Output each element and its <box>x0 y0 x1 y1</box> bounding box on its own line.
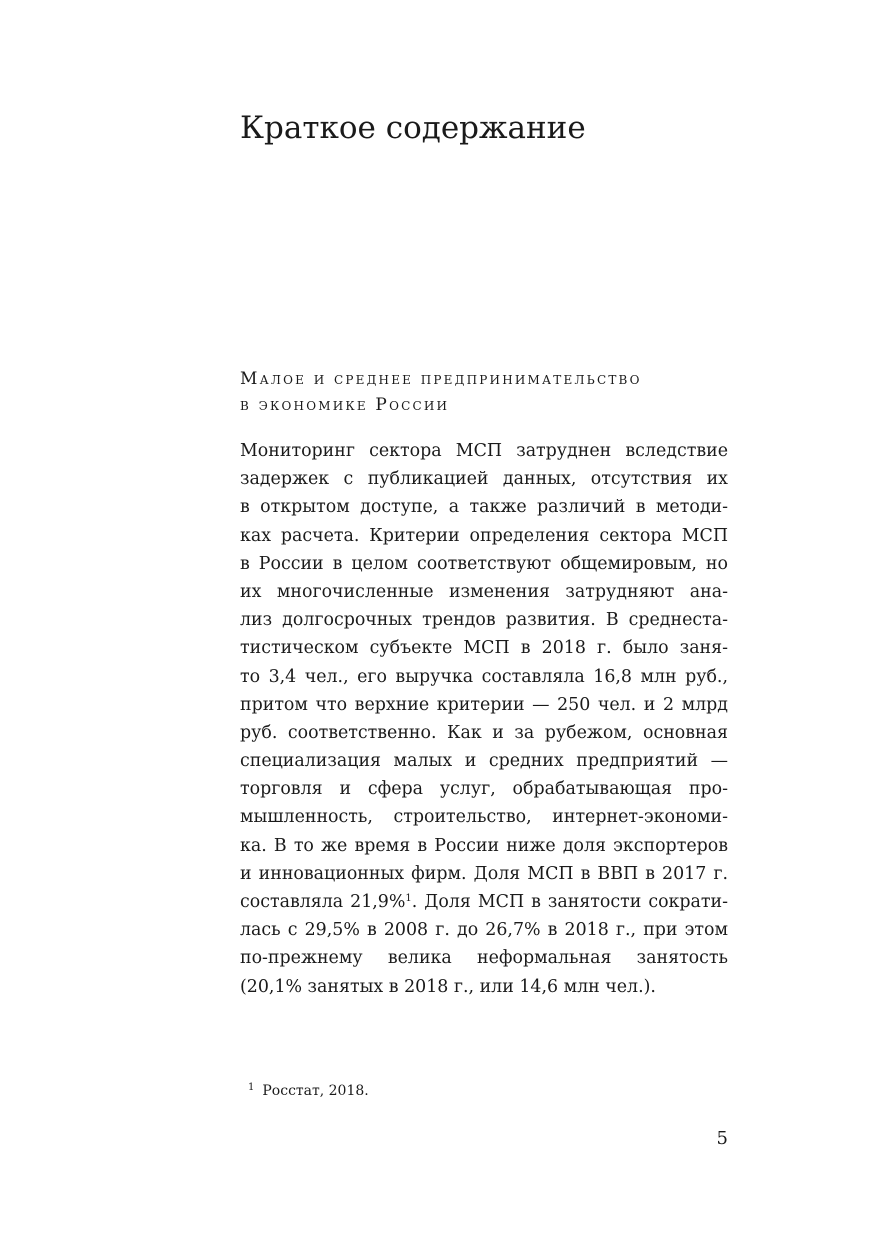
section-heading-line: Малое и среднее предпринимательство <box>240 369 642 389</box>
paragraph-line: и инновационных фирм. Доля МСП в ВВП в 2017 г. <box>240 863 728 884</box>
page-title: Краткое содержание <box>240 110 586 146</box>
footnote-reference[interactable]: 1 <box>405 893 412 904</box>
paragraph-line: мышленность, строительство, интернет-экономи- <box>240 807 728 828</box>
paragraph-line: то 3,4 чел., его выручка составляла 16,8 млн руб., <box>240 666 728 687</box>
paragraph-line: специализация малых и средних предприятий — <box>240 751 728 772</box>
paragraph-line: руб. соответственно. Как и за рубежом, основная <box>240 722 728 743</box>
footnote <box>248 1078 369 1101</box>
paragraph-line: лиз долгосрочных трендов развития. В среднеста- <box>240 610 728 631</box>
paragraph-line: торговля и сфера услуг, обрабатывающая про- <box>240 779 728 800</box>
page-number: 5 <box>716 1128 728 1149</box>
paragraph-text: составляла 21,9% <box>240 892 406 912</box>
paragraph-text: . Доля МСП в занятости сократи- <box>411 892 728 912</box>
paragraph-line: Мониторинг сектора МСП затруднен вследствие <box>240 441 728 461</box>
paragraph-line: их многочисленные изменения затрудняют ана- <box>240 581 728 602</box>
footnote-text: Росстат, 2018. <box>262 1083 369 1099</box>
paragraph-line: ка. В то же время в России ниже доля экспортеров <box>240 835 728 856</box>
body-paragraph <box>240 437 728 1001</box>
section-heading <box>240 366 720 418</box>
paragraph-line: лась с 29,5% в 2008 г. до 26,7% в 2018 г., при этом <box>240 920 728 941</box>
paragraph-line: тистическом субъекте МСП в 2018 г. было заня- <box>240 638 728 659</box>
paragraph-line: задержек с публикацией данных, отсутствия их <box>240 469 728 490</box>
paragraph-line: в открытом доступе, а также различий в методи- <box>240 497 728 518</box>
footnote-number: 1 <box>248 1082 255 1093</box>
paragraph-line: в России в целом соответствуют общемировым, но <box>240 553 728 574</box>
paragraph-line: по-прежнему велика неформальная занятость <box>240 948 728 969</box>
paragraph-line: ках расчета. Критерии определения сектора МСП <box>240 525 728 546</box>
paragraph-line: притом что верхние критерии — 250 чел. и 2 млрд <box>240 694 728 715</box>
paragraph-line-with-footnote <box>240 888 728 916</box>
paragraph-line: (20,1% занятых в 2018 г., или 14,6 млн чел.). <box>240 976 656 997</box>
section-heading-line: в экономике России <box>240 395 450 415</box>
